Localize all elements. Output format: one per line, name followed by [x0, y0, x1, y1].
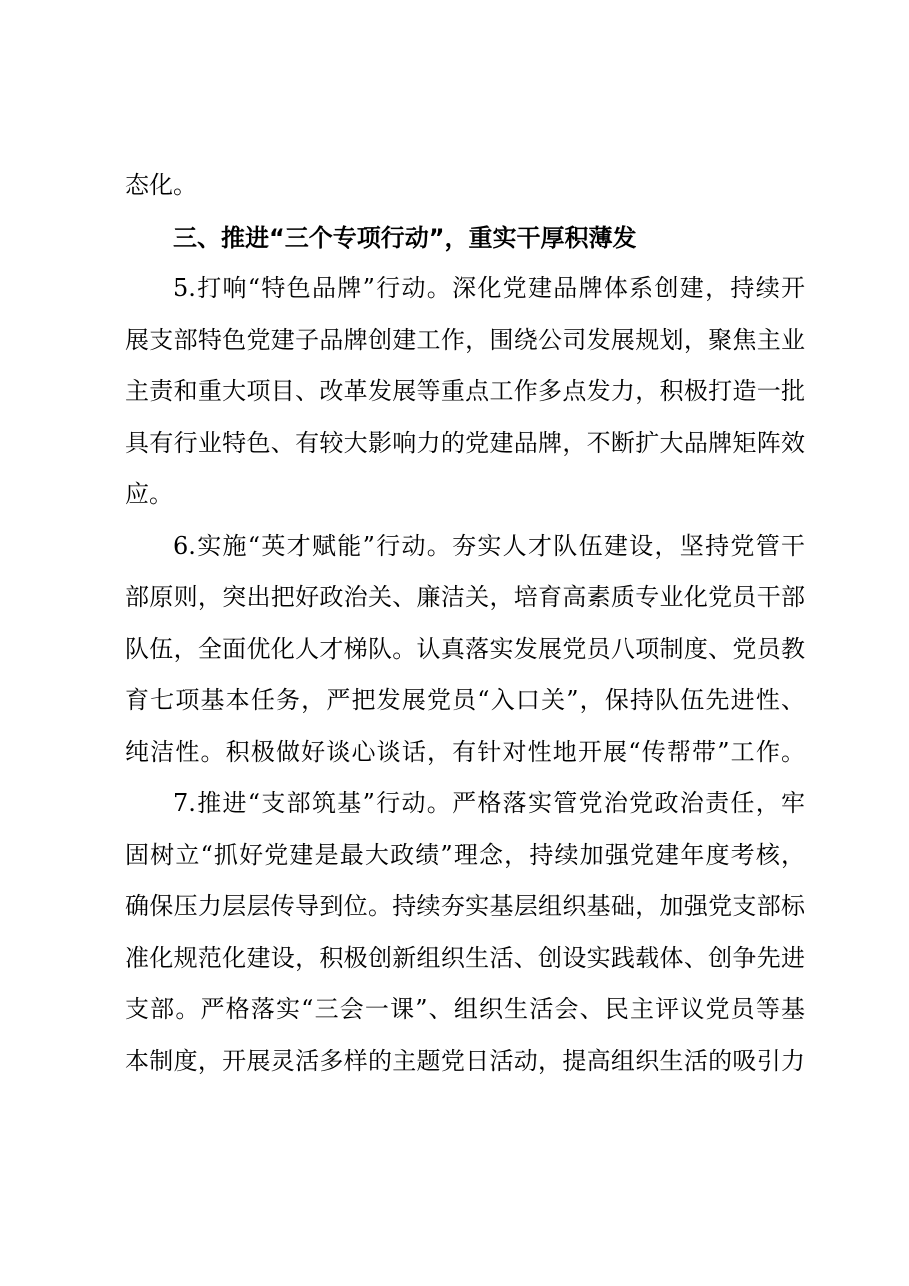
section-heading: 三、推进“三个专项行动”，重实干厚积薄发: [173, 224, 637, 252]
item-7-line-6: 本制度，开展灵活多样的主题党日活动，提高组织生活的吸引力: [125, 1047, 805, 1075]
item-6-line-3: 队伍，全面优化人才梯队。认真落实发展党员八项制度、党员教: [125, 635, 805, 663]
item-7-line-3: 确保压力层层传导到位。持续夯实基层组织基础，加强党支部标: [125, 892, 805, 920]
item-5-line-2: 展支部特色党建子品牌创建工作，围绕公司发展规划，聚焦主业: [125, 326, 805, 354]
item-7-line-2: 固树立“抓好党建是最大政绩”理念，持续加强党建年度考核，: [125, 841, 805, 869]
item-6-line-4: 育七项基本任务，严把发展党员“入口关”，保持队伍先进性、: [125, 686, 805, 714]
item-7-line-4: 准化规范化建设，积极创新组织生活、创设实践载体、创争先进: [125, 944, 805, 972]
item-6-line-5: 纯洁性。积极做好谈心谈话，有针对性地开展“传帮带”工作。: [125, 738, 805, 766]
item-5-line-1: 5.打响“特色品牌”行动。深化党建品牌体系创建，持续开: [173, 274, 805, 302]
item-6-line-2: 部原则，突出把好政治关、廉洁关，培育高素质专业化党员干部: [125, 583, 805, 611]
paragraph-continuation-line: 态化。: [125, 171, 197, 199]
item-5-line-4: 具有行业特色、有较大影响力的党建品牌，不断扩大品牌矩阵效: [125, 429, 805, 457]
item-5-line-3: 主责和重大项目、改革发展等重点工作多点发力，积极打造一批: [125, 377, 805, 405]
item-7-line-5: 支部。严格落实“三会一课”、组织生活会、民主评议党员等基: [125, 995, 805, 1023]
item-5-line-5: 应。: [125, 480, 173, 508]
item-7-line-1: 7.推进“支部筑基”行动。严格落实管党治党政治责任，牢: [173, 789, 805, 817]
item-6-line-1: 6.实施“英才赋能”行动。夯实人才队伍建设，坚持党管干: [173, 532, 805, 560]
